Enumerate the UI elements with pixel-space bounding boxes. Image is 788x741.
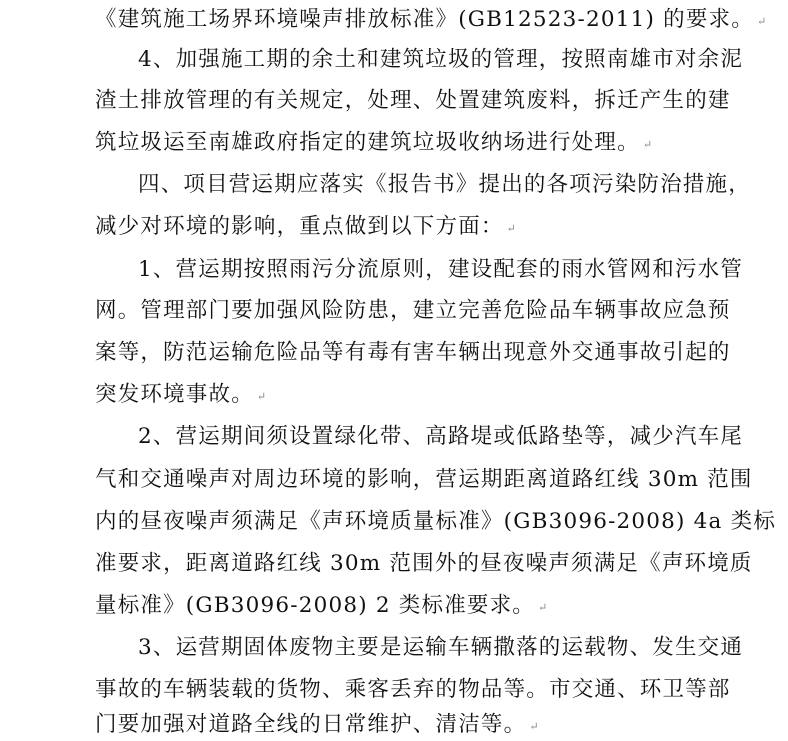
text-line-content: 突发环境事故。 [95, 382, 254, 407]
paragraph-mark-icon: ↵ [506, 222, 516, 235]
text-line-content: 3、运营期固体废物主要是运输车辆撒落的运载物、发生交通 [138, 635, 744, 660]
text-line-content: 内的昼夜噪声须满足《声环境质量标准》(GB3096-2008) 4a 类标 [95, 509, 777, 534]
text-line [95, 130, 652, 158]
paragraph-mark-icon: ↵ [538, 601, 548, 614]
text-line-content: 《建筑施工场界环境噪声排放标准》(GB12523-2011) 的要求。 [95, 7, 754, 32]
paragraph-mark-icon: ↵ [642, 138, 653, 151]
text-line [138, 424, 743, 450]
text-line [138, 47, 743, 73]
text-line-content: 事故的车辆装载的货物、乘客丢弃的物品等。市交通、环卫等部 [95, 677, 731, 702]
text-line [138, 635, 743, 661]
paragraph-mark-icon: ↵ [256, 390, 267, 403]
paragraph-mark-icon: ↵ [529, 720, 539, 733]
text-line-content: 案等，防范运输危险品等有毒有害车辆出现意外交通事故引起的 [95, 340, 731, 365]
text-line [95, 677, 731, 703]
text-line-content: 四、项目营运期应落实《报告书》提出的各项污染防治措施， [138, 172, 751, 197]
text-line [95, 509, 776, 535]
text-line [95, 712, 539, 740]
text-line-content: 4、加强施工期的余土和建筑垃圾的管理，按照南雄市对余泥 [138, 47, 744, 72]
text-line-content: 渣土排放管理的有关规定，处理、处置建筑废料，拆迁产生的建 [95, 88, 731, 113]
text-line-content: 减少对环境的影响，重点做到以下方面： [95, 214, 504, 239]
text-line-content: 网。管理部门要加强风险防患，建立完善危险品车辆事故应急预 [95, 298, 731, 323]
paragraph-mark-icon: ↵ [756, 15, 767, 28]
text-line-content: 2、营运期间须设置绿化带、高路堤或低路垫等，减少汽车尾 [138, 424, 744, 449]
text-line [95, 214, 516, 242]
text-line-content: 量标准》(GB3096-2008) 2 类标准要求。 [95, 593, 535, 618]
text-line-content: 1、营运期按照雨污分流原则，建设配套的雨水管网和污水管 [138, 257, 744, 282]
text-line-content: 筑垃圾运至南雄政府指定的建筑垃圾收纳场进行处理。 [95, 130, 640, 155]
text-line-content: 气和交通噪声对周边环境的影响，营运期距离道路红线 30m 范围 [95, 467, 753, 492]
text-line [95, 382, 266, 410]
text-line [95, 593, 547, 621]
text-line [138, 172, 751, 198]
text-line [95, 340, 731, 366]
text-line [95, 467, 753, 493]
text-line-content: 门要加强对道路全线的日常维护、清洁等。 [95, 712, 527, 737]
text-line [95, 298, 731, 324]
text-line [95, 88, 731, 114]
text-line [138, 257, 743, 283]
text-line [95, 551, 753, 577]
text-line-content: 准要求，距离道路红线 30m 范围外的昼夜噪声须满足《声环境质 [95, 551, 753, 576]
text-line [95, 7, 766, 35]
